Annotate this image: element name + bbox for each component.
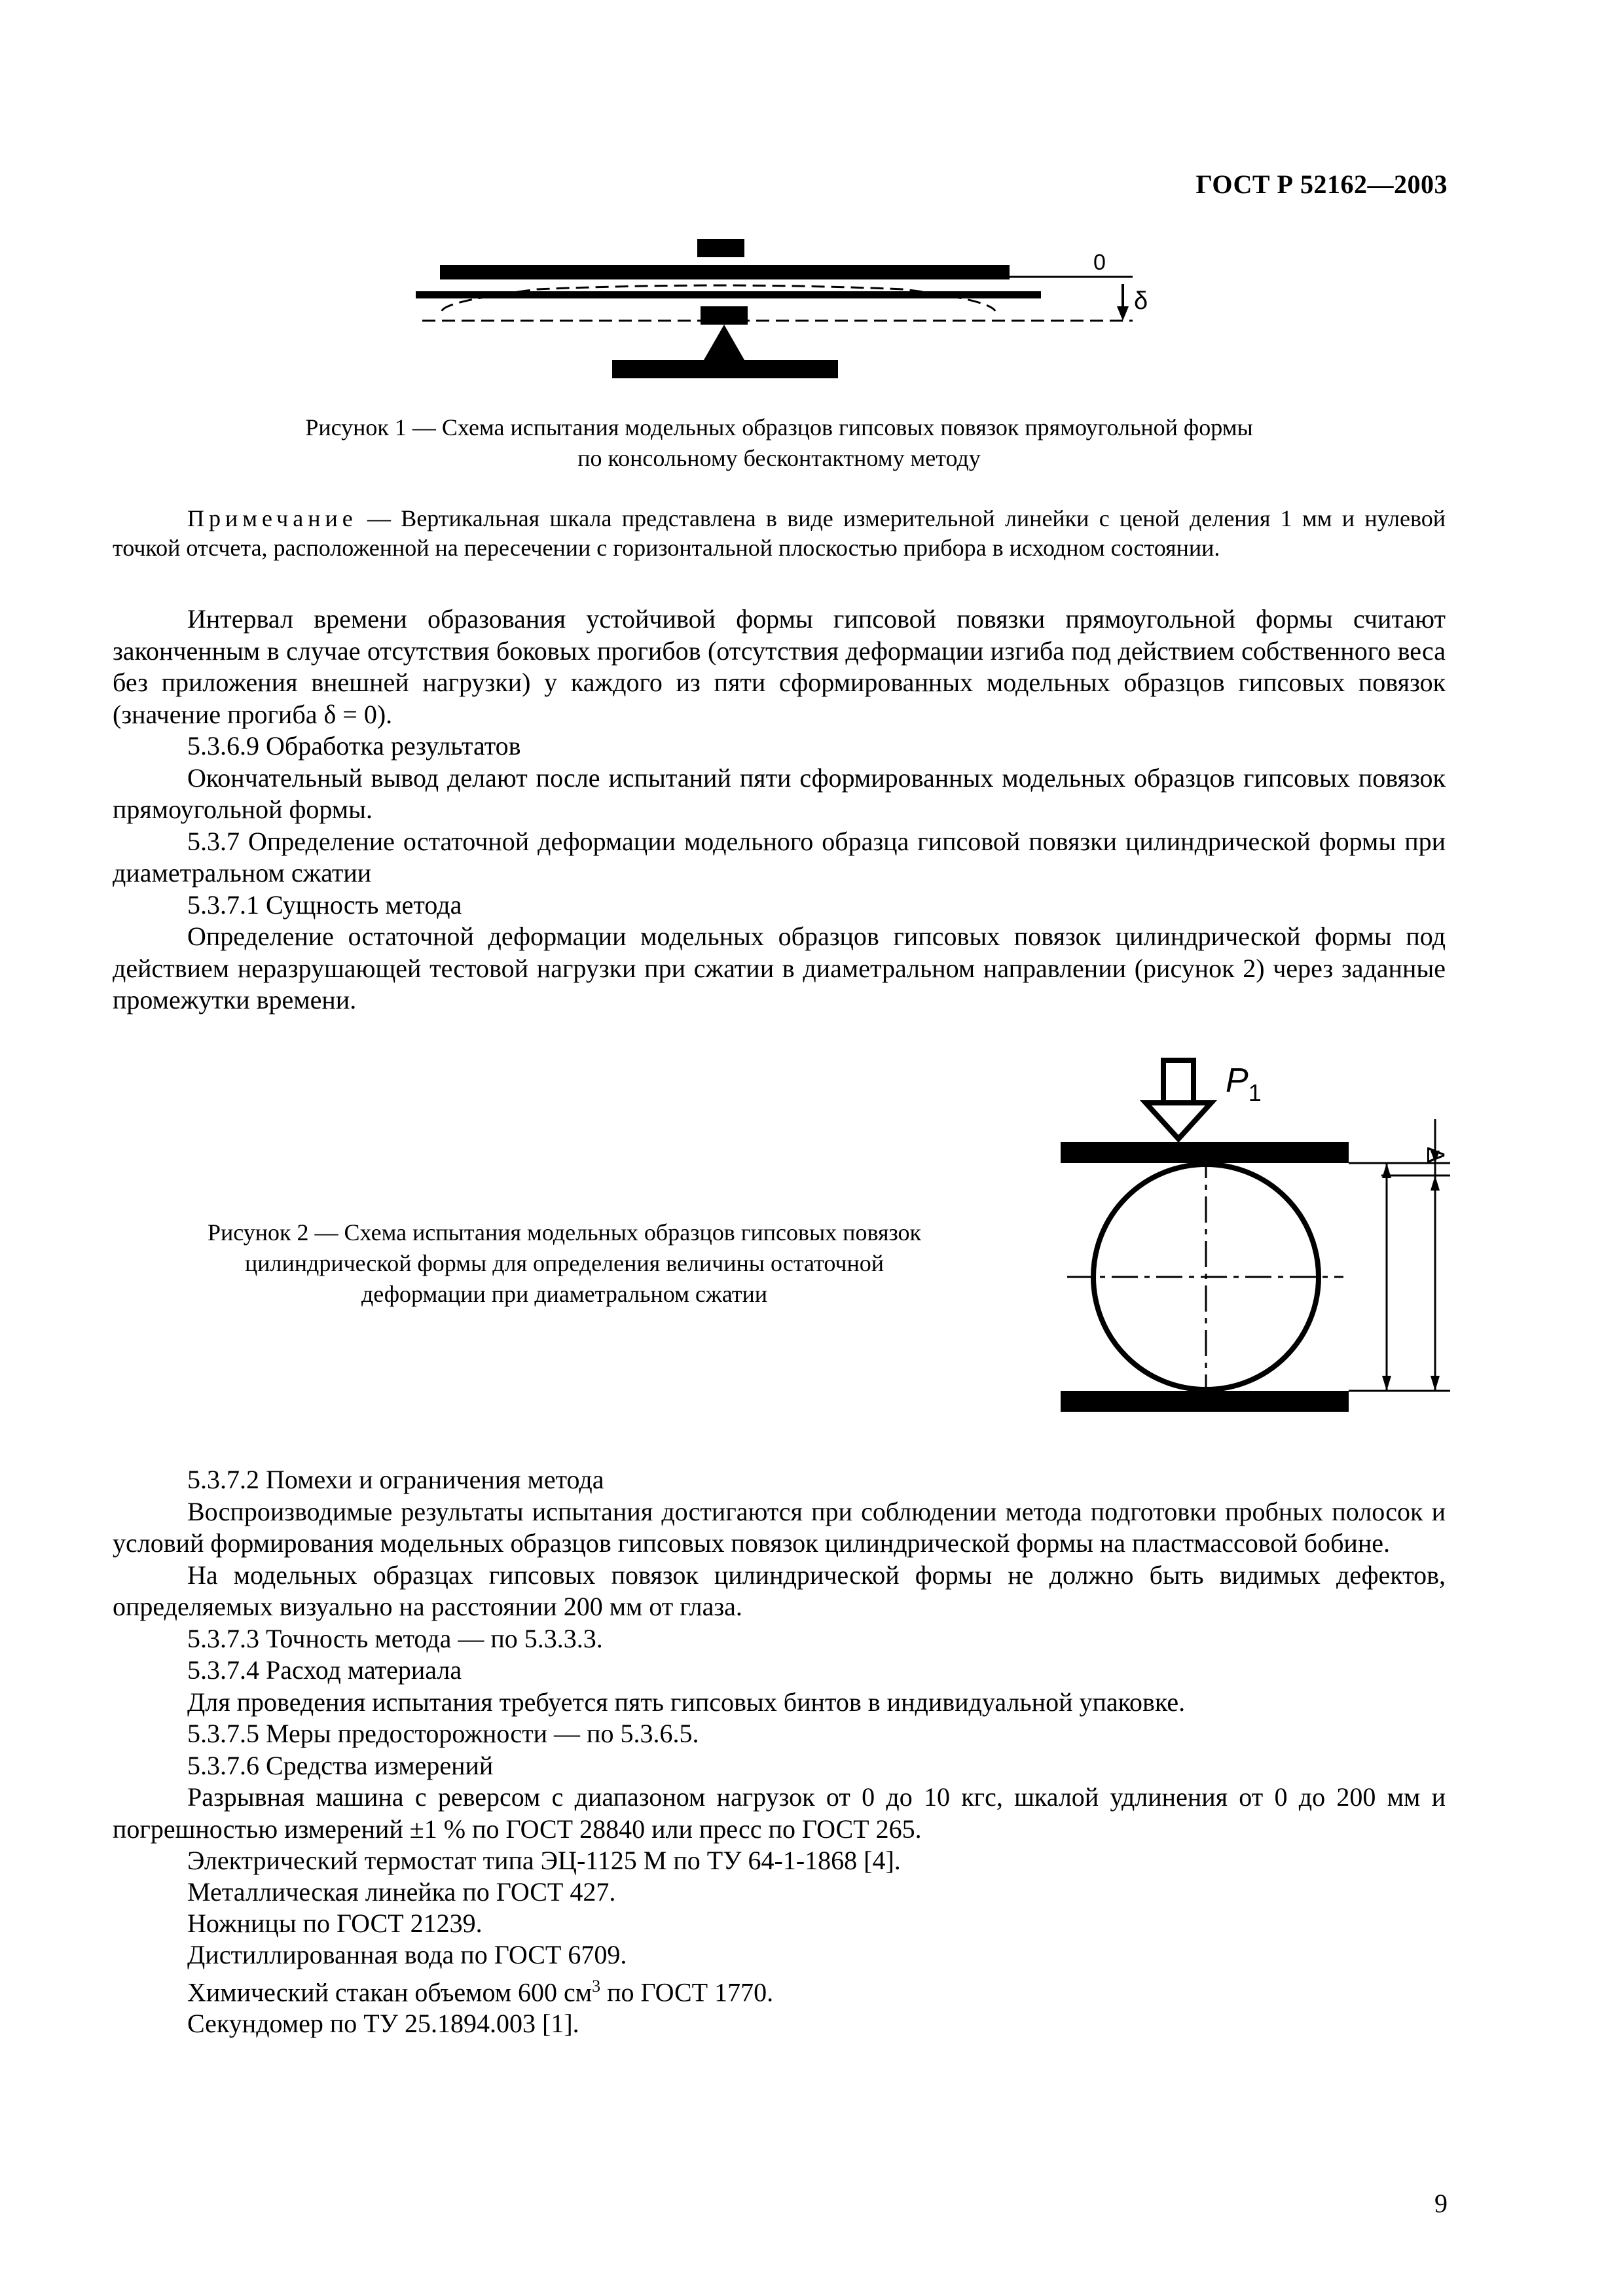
upper-plate	[440, 265, 1010, 279]
figure-2-caption	[113, 1217, 1016, 1310]
note-label: Примечание	[187, 505, 357, 531]
zero-label: 0	[1093, 250, 1106, 275]
section-5-3-7-4: 5.3.7.4 Расход материала	[187, 1655, 462, 1685]
page-number: 9	[1434, 2189, 1448, 2218]
section-5-3-7-6: 5.3.7.6 Средства измерений	[187, 1750, 494, 1780]
force-label: $P_1$	[1226, 1062, 1262, 1106]
equipment-water: Дистиллированная вода по ГОСТ 6709.	[187, 1940, 627, 1969]
force-arrow-shaft	[1163, 1060, 1194, 1103]
equipment-beaker: Химический стакан объемом 600 $см^3$ по ГОСТ 1770.	[187, 1977, 774, 2007]
support-block	[701, 306, 748, 325]
paragraph-defects: На модельных образцах гипсовых повязок цилиндрической формы не должно быть видимых дефектов, определяемых визуально на расстоянии 200 мм от глаза.	[113, 1560, 1446, 1621]
section-5-3-7-3: 5.3.7.3 Точность метода — по 5.3.3.3.	[187, 1623, 603, 1653]
figure-1-caption-line1: Рисунок 1 — Схема испытания модельных образцов гипсовых повязок прямоугольной формы	[305, 414, 1253, 440]
section-5-3-7-5: 5.3.7.5 Меры предосторожности — по 5.3.6.5.	[187, 1719, 699, 1748]
figure-2-caption-line2: цилиндрической формы для определения величины остаточной	[244, 1250, 884, 1276]
section-5-3-7: 5.3.7 Определение остаточной деформации модельного образца гипсовой повязки цилиндрической формы при диаметральном сжатии	[113, 826, 1446, 888]
support-triangle	[704, 325, 744, 360]
paragraph-reproducibility: Воспроизводимые результаты испытания достигаются при соблюдении метода подготовки пробных полосок и условий формирования модельных образцов гипсовых повязок цилиндрической формы на пластмассовой бобине.	[113, 1496, 1446, 1558]
delta-label: Δ	[1421, 1147, 1449, 1164]
equipment-thermostat: Электрический термостат типа ЭЦ-1125 М по ТУ 64-1-1868 [4].	[187, 1846, 901, 1875]
equipment-ruler: Металлическая линейка по ГОСТ 427.	[187, 1877, 616, 1907]
base-plate	[612, 360, 838, 378]
upper-press-plate	[1061, 1142, 1349, 1163]
delta-arrow-head	[1117, 306, 1129, 321]
paragraph-conclusion: Окончательный вывод делают после испытаний пяти сформированных модельных образцов гипсовых повязок прямоугольной формы.	[113, 762, 1446, 824]
text-block-1	[113, 603, 1446, 1016]
paragraph-tensile-machine: Разрывная машина с реверсом с диапазоном нагрузок от 0 до 10 кгс, шкалой удлинения от 0 до 200 мм и погрешностью измерений ±1 % по ГОСТ 28840 или пресс по ГОСТ 265.	[113, 1782, 1446, 1844]
section-5-3-7-1: 5.3.7.1 Сущность метода	[187, 889, 462, 920]
lower-press-plate	[1061, 1391, 1349, 1412]
top-weight	[697, 239, 744, 257]
text-block-2	[113, 1464, 1446, 2039]
section-5-3-6-9: 5.3.6.9 Обработка результатов	[187, 731, 521, 761]
section-5-3-7-2: 5.3.7.2 Помехи и ограничения метода	[187, 1465, 604, 1494]
equipment-stopwatch: Секундомер по ТУ 25.1894.003 [1].	[187, 2009, 579, 2039]
document-code: ГОСТ Р 52162—2003	[1195, 170, 1448, 199]
note-text: — Вертикальная шкала представлена в виде измерительной линейки с ценой деления 1 мм и нулевой точкой отсчета, расположенной на пересечении с горизонтальной плоскостью прибора в исходном состоянии.	[113, 505, 1446, 561]
figure-1-caption	[105, 412, 1453, 474]
figure-2-diagram	[1034, 1047, 1453, 1427]
delta-label: δ	[1134, 287, 1148, 315]
note	[113, 504, 1446, 563]
figure-1-caption-line2: по консольному бесконтактному методу	[577, 445, 981, 471]
force-arrow-head	[1146, 1103, 1211, 1139]
paragraph-materials: Для проведения испытания требуется пять гипсовых бинтов в индивидуальной упаковке.	[187, 1687, 1186, 1717]
figure-2-caption-line3: деформации при диаметральном сжатии	[361, 1281, 768, 1307]
paragraph-interval: Интервал времени образования устойчивой формы гипсовой повязки прямоугольной формы считают законченным в случае отсутствия боковых прогибов (отсутствия деформации изгиба под действием собственного веса без приложения внешней нагрузки) у каждого из пяти сформированных модельных образцов гипсовых повязок (значение прогиба δ = 0).	[113, 604, 1446, 729]
paragraph-method-essence: Определение остаточной деформации модельных образцов гипсовых повязок цилиндрической формы под действием неразрушающей тестовой нагрузки при сжатии в диаметральном направлении (рисунок 2) через заданные промежутки времени.	[113, 922, 1446, 1014]
equipment-scissors: Ножницы по ГОСТ 21239.	[187, 1909, 483, 1938]
figure-1-diagram	[406, 229, 1159, 386]
figure-2-caption-line1: Рисунок 2 — Схема испытания модельных образцов гипсовых повязок	[207, 1219, 922, 1246]
